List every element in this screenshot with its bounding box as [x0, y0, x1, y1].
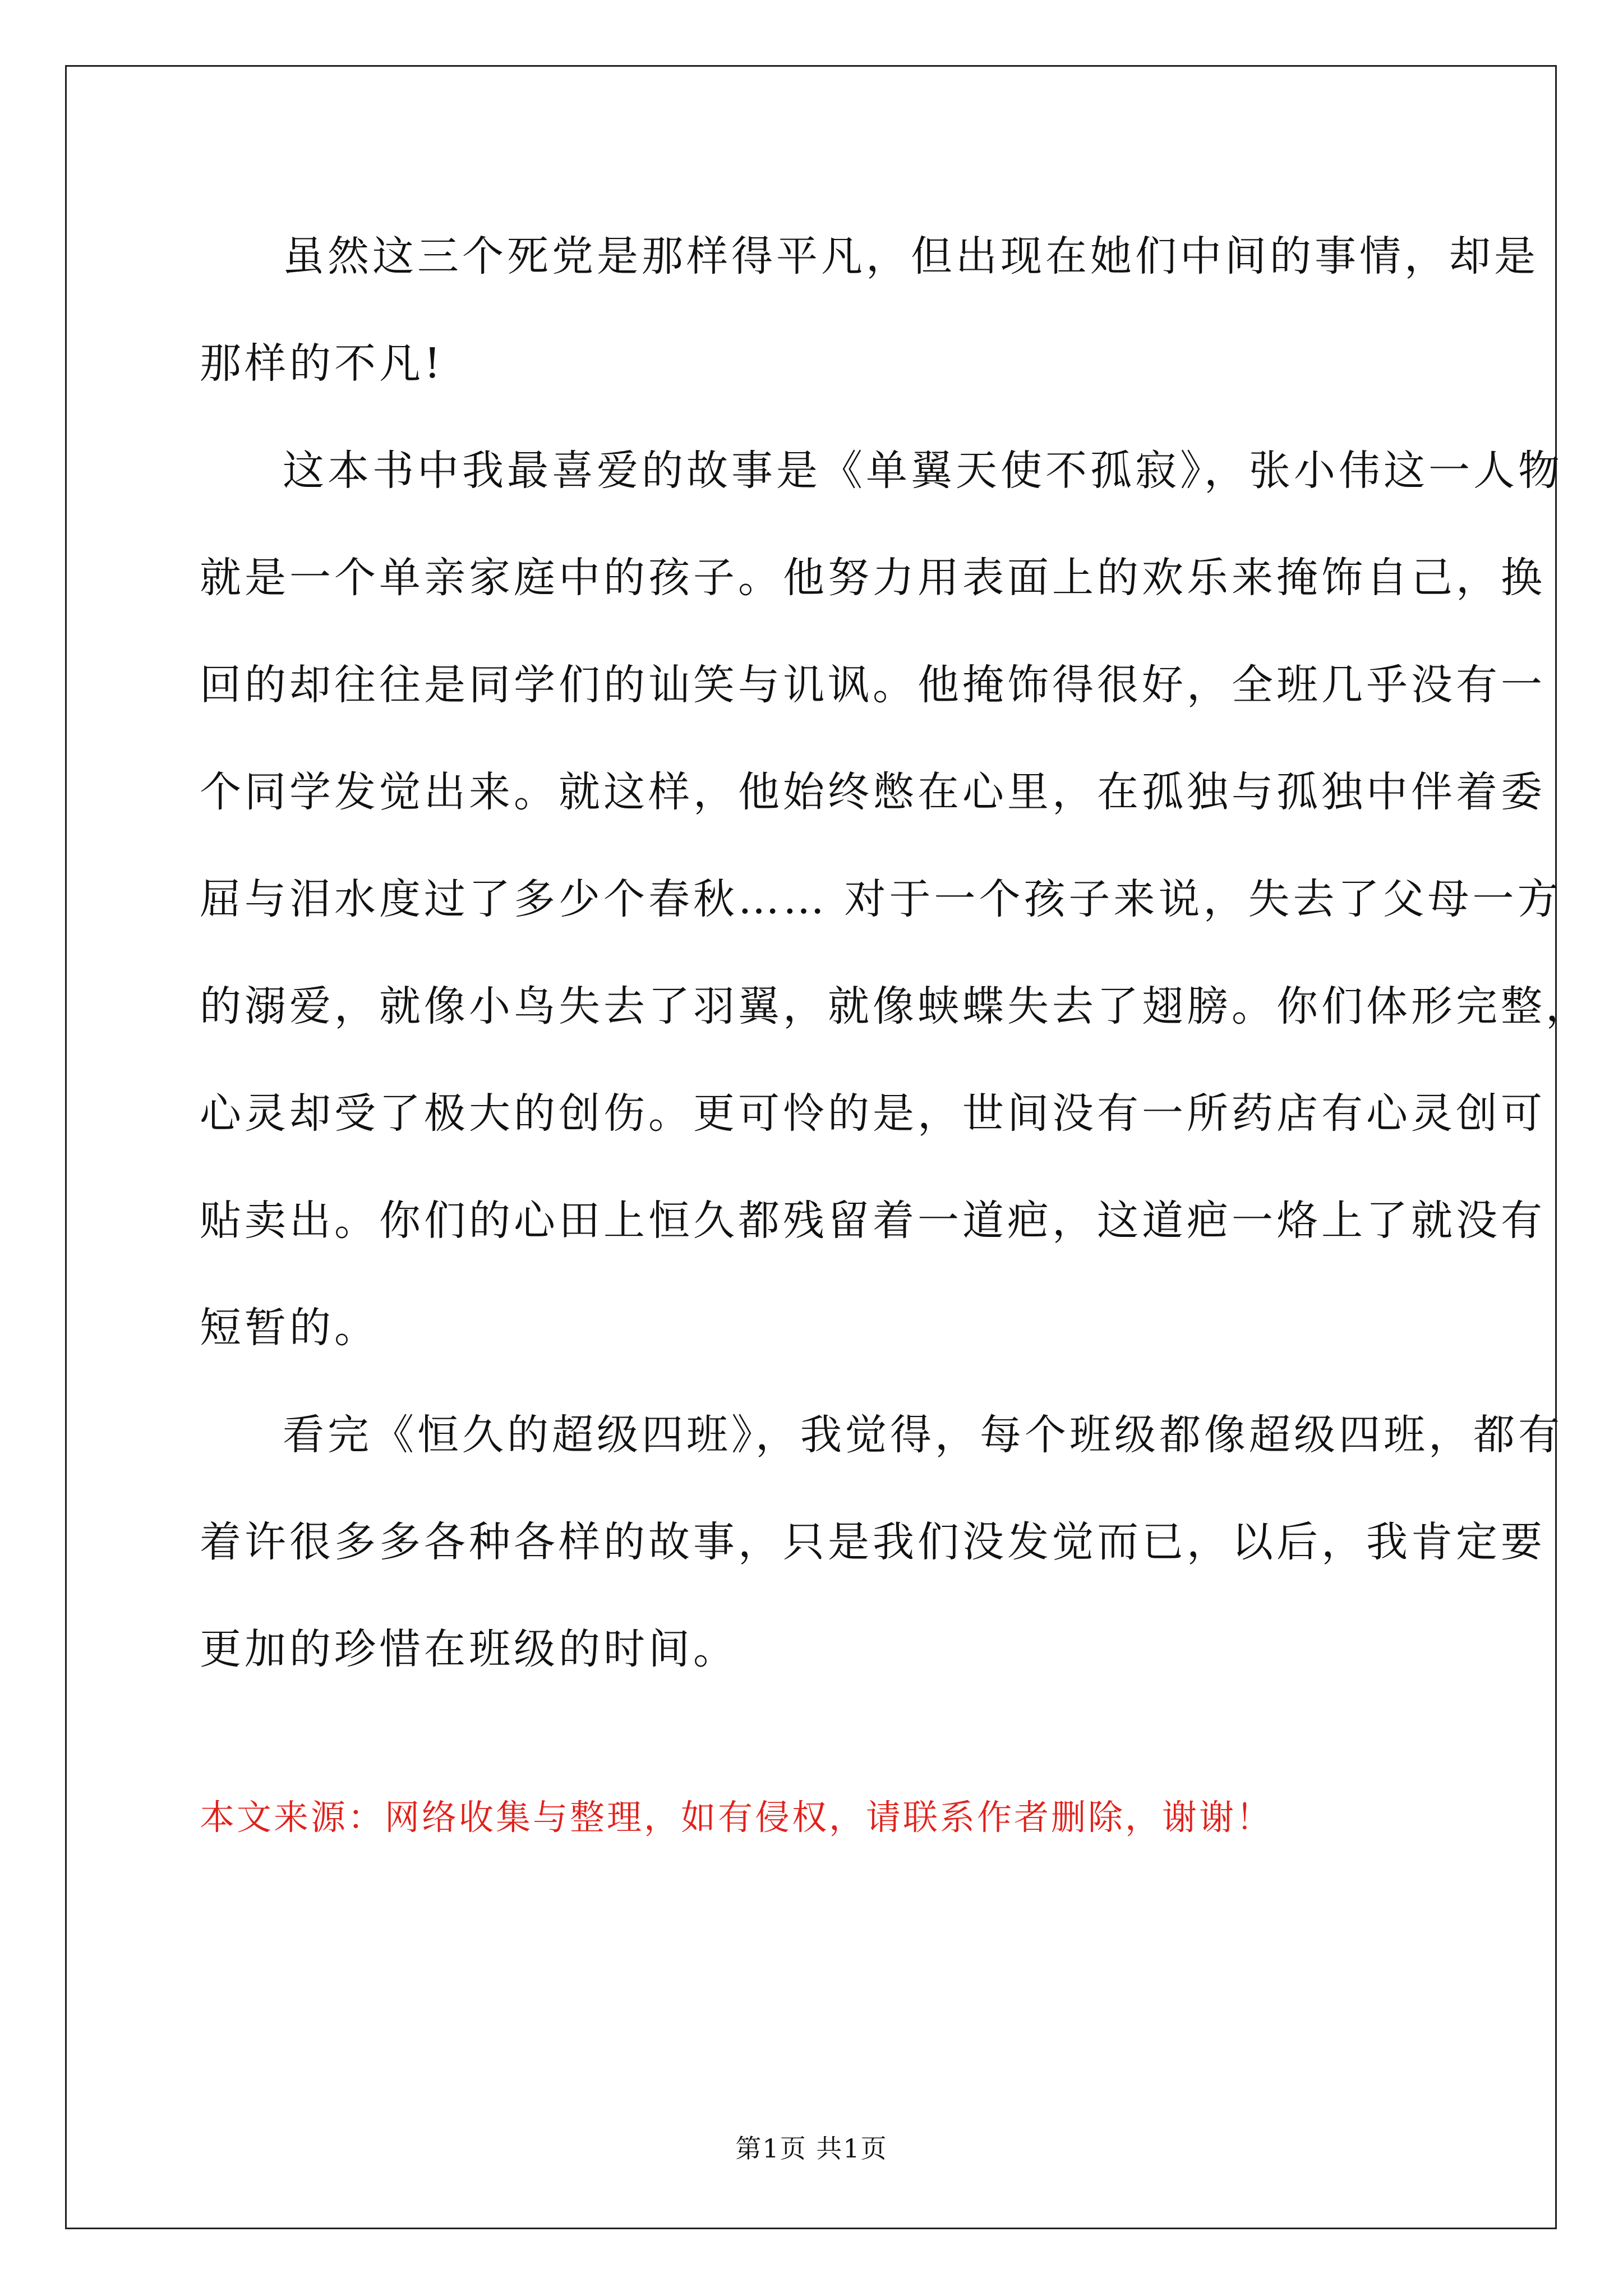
- page-number-footer: 第1页 共1页: [735, 2133, 888, 2164]
- paragraph-2-line-3: 回的却往往是同学们的讪笑与讥讽。他掩饰得很好，全班几乎没有一: [200, 661, 1546, 709]
- paragraph-2-line-2: 就是一个单亲家庭中的孩子。他努力用表面上的欢乐来掩饰自己，换: [200, 554, 1546, 602]
- paragraph-1-line-1: 虽然这三个死党是那样得平凡，但出现在她们中间的事情，却是: [283, 232, 1539, 280]
- document-body: [200, 203, 1590, 1703]
- source-note: 本文来源：网络收集与整理，如有侵权，请联系作者删除，谢谢！: [200, 1797, 1274, 1838]
- paragraph-3-line-3: 更加的珍惜在班级的时间。: [200, 1625, 738, 1673]
- paragraph-1-line-2: 那样的不凡!: [200, 339, 444, 388]
- paragraph-2-line-7: 心灵却受了极大的创伤。更可怜的是，世间没有一所药店有心灵创可: [200, 1089, 1546, 1138]
- paragraph-2-line-4: 个同学发觉出来。就这样，他始终憋在心里，在孤独与孤独中伴着委: [200, 768, 1546, 816]
- paragraph-3-line-1: 看完《恒久的超级四班》，我觉得，每个班级都像超级四班，都有: [283, 1411, 1563, 1459]
- paragraph-2-line-5: 屈与泪水度过了多少个春秋…… 对于一个孩子来说，失去了父母一方: [200, 875, 1562, 923]
- paragraph-3-line-2: 着许很多多各种各样的故事，只是我们没发觉而已，以后，我肯定要: [200, 1518, 1546, 1566]
- paragraph-2-line-8: 贴卖出。你们的心田上恒久都残留着一道疤，这道疤一烙上了就没有: [200, 1197, 1546, 1245]
- paragraph-2-line-9: 短暂的。: [200, 1304, 379, 1352]
- paragraph-2-line-6: 的溺爱，就像小鸟失去了羽翼，就像蛱蝶失去了翅膀。你们体形完整，: [200, 982, 1590, 1030]
- paragraph-2-line-1: 这本书中我最喜爱的故事是《单翼天使不孤寂》，张小伟这一人物: [283, 447, 1563, 495]
